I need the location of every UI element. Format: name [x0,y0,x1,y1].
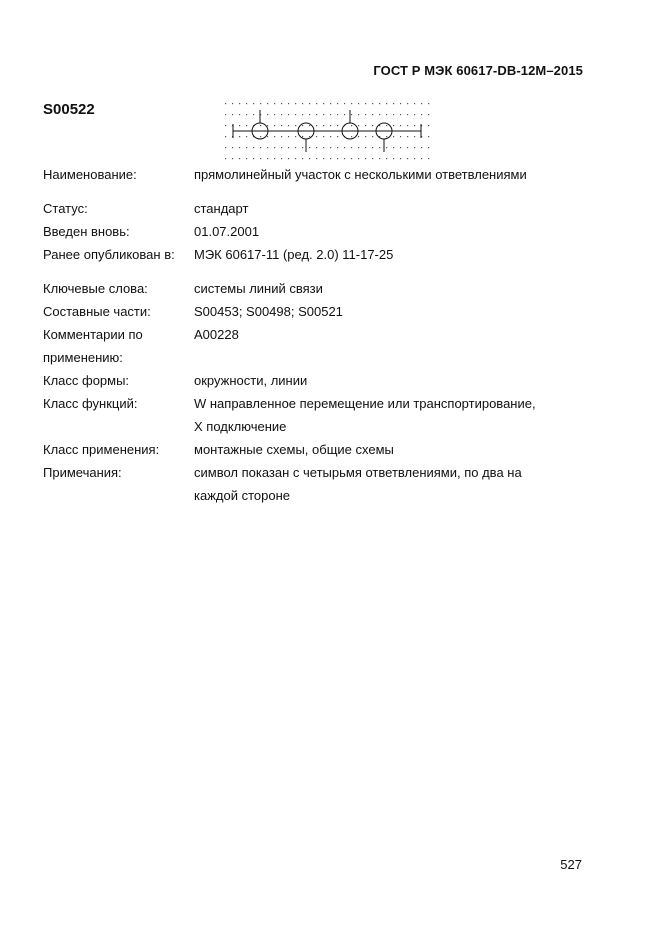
grid-dot [372,103,373,104]
grid-dot [288,114,289,115]
field-value: S00453; S00498; S00521 [194,304,343,319]
grid-dot [302,114,303,115]
grid-dot [365,136,366,137]
grid-dot [372,125,373,126]
grid-dot [407,125,408,126]
grid-dot [260,125,261,126]
grid-dot [225,103,226,104]
grid-dot [316,158,317,159]
grid-dot [246,158,247,159]
field-label: Примечания: [43,465,122,480]
grid-dot [316,147,317,148]
grid-dot [344,158,345,159]
field-label: Ключевые слова: [43,281,148,296]
grid-dot [365,147,366,148]
field-value: монтажные схемы, общие схемы [194,442,394,457]
grid-dot [225,125,226,126]
field-label: Наименование: [43,167,137,182]
grid-dot [358,125,359,126]
grid-dot [267,114,268,115]
grid-dot [365,158,366,159]
grid-dot [267,136,268,137]
grid-dot [379,147,380,148]
grid-dot [421,158,422,159]
grid-dot [379,103,380,104]
grid-dot [351,125,352,126]
grid-dot [351,114,352,115]
grid-dot [225,114,226,115]
field-function-class-row-cont [43,415,603,438]
grid-dot [372,114,373,115]
field-name-row [43,163,603,186]
grid-dot [295,158,296,159]
field-value: окружности, линии [194,373,308,388]
grid-dot [393,114,394,115]
field-label: Составные части: [43,304,151,319]
grid-dot [302,147,303,148]
grid-dot [344,147,345,148]
grid-dot [253,114,254,115]
grid-dot [295,125,296,126]
grid-dot [309,136,310,137]
field-label: Класс применения: [43,442,160,457]
field-application-comments-row-cont [43,346,603,369]
grid-dot [274,147,275,148]
field-label [43,415,194,438]
grid-dot [337,103,338,104]
grid-dot [274,136,275,137]
grid-dot [379,158,380,159]
grid-dot [302,136,303,137]
grid-dot [414,136,415,137]
grid-dot [428,136,429,137]
grid-dot [281,125,282,126]
field-introduced-row [43,220,603,243]
grid-dot [232,147,233,148]
grid-dot [232,103,233,104]
page-number: 527 [560,857,582,872]
grid-dot [393,125,394,126]
field-keywords-row [43,277,603,300]
grid-dot [267,103,268,104]
grid-dot [386,125,387,126]
grid-dot [288,147,289,148]
grid-dot [421,103,422,104]
grid-dot [428,103,429,104]
field-value: прямолинейный участок с несколькими ответвлениями [194,167,527,182]
grid-dot [239,103,240,104]
grid-dot [246,125,247,126]
grid-dot [267,125,268,126]
grid-dot [239,114,240,115]
field-notes-row-cont [43,484,603,507]
grid-dot [393,103,394,104]
grid-dot [400,125,401,126]
grid-dot [267,147,268,148]
grid-dot [232,114,233,115]
grid-dot [309,114,310,115]
field-function-class-row [43,392,603,415]
grid-dot [288,158,289,159]
grid-dot [274,158,275,159]
grid-dot [358,136,359,137]
field-application-class-row [43,438,603,461]
document-header: ГОСТ Р МЭК 60617-DB-12M–2015 [373,63,583,78]
grid-dot [260,147,261,148]
grid-dot [358,147,359,148]
grid-dot [414,103,415,104]
field-value: 01.07.2001 [194,224,260,239]
grid-dot [316,125,317,126]
grid-dot [295,103,296,104]
grid-dot [302,103,303,104]
field-label: Класс функций: [43,396,138,411]
symbol-id: S00522 [43,101,95,118]
grid-dot [274,114,275,115]
grid-dot [351,147,352,148]
field-value: стандарт [194,201,249,216]
field-value: каждой стороне [194,488,290,503]
grid-dot [330,103,331,104]
grid-dot [400,147,401,148]
grid-dot [323,114,324,115]
grid-dot [428,158,429,159]
grid-dot [407,103,408,104]
grid-dot [407,136,408,137]
grid-dot [386,114,387,115]
grid-dot [281,136,282,137]
grid-dot [372,147,373,148]
grid-dot [323,103,324,104]
grid-dot [274,103,275,104]
grid-dot [372,158,373,159]
grid-dot [330,158,331,159]
grid-dot [428,114,429,115]
grid-dot [309,158,310,159]
grid-dot [288,136,289,137]
grid-dot [428,125,429,126]
grid-dot [246,136,247,137]
grid-dot [281,114,282,115]
grid-dot [407,158,408,159]
grid-dot [330,125,331,126]
grid-dot [358,114,359,115]
grid-dot [225,147,226,148]
field-components-row [43,300,603,323]
symbol-attributes [43,163,603,507]
field-value: системы линий связи [194,281,323,296]
grid-dot [330,147,331,148]
field-previously-published-row [43,243,603,266]
grid-dot [407,147,408,148]
field-form-class-row [43,369,603,392]
field-label [43,484,194,507]
symbol-graphic [224,102,434,160]
field-label: Ранее опубликован в: [43,247,175,262]
grid-dot [386,147,387,148]
grid-dot [316,136,317,137]
grid-dot [239,136,240,137]
grid-dot [323,158,324,159]
grid-dot [323,136,324,137]
grid-dot [414,114,415,115]
grid-dot [239,158,240,159]
grid-dot [351,136,352,137]
grid-dot [400,114,401,115]
grid-dot [260,158,261,159]
grid-dot [302,125,303,126]
grid-dot [393,158,394,159]
grid-dot [281,103,282,104]
field-notes-row [43,461,603,484]
grid-dot [323,147,324,148]
grid-dot [316,103,317,104]
grid-dot [288,103,289,104]
grid-dot [407,114,408,115]
grid-dot [225,158,226,159]
field-value: МЭК 60617-11 (ред. 2.0) 11-17-25 [194,247,394,262]
grid-dot [232,158,233,159]
grid-dot [400,136,401,137]
grid-dot [337,125,338,126]
grid-dot [267,158,268,159]
grid-dot [260,103,261,104]
grid-dot [421,114,422,115]
grid-dot [344,114,345,115]
grid-dot [302,158,303,159]
field-status-row [43,197,603,220]
grid-dot [253,158,254,159]
grid-dot [421,147,422,148]
field-label: Введен вновь: [43,224,130,239]
grid-dot [239,147,240,148]
field-value: символ показан с четырьмя ответвлениями, по два на [194,465,522,480]
grid-dot [309,125,310,126]
field-label: Комментарии по [43,327,143,342]
grid-dot [358,158,359,159]
grid-dot [414,158,415,159]
field-value: X подключение [194,419,287,434]
grid-dot [337,114,338,115]
grid-dot [295,114,296,115]
grid-dot [246,147,247,148]
grid-dot [309,103,310,104]
grid-dot [337,158,338,159]
grid-dot [351,158,352,159]
grid-dot [316,114,317,115]
field-label: Статус: [43,201,88,216]
grid-dot [295,147,296,148]
grid-dot [288,125,289,126]
grid-dot [372,136,373,137]
grid-dot [386,158,387,159]
grid-dot [281,147,282,148]
grid-dot [274,125,275,126]
grid-dot [309,147,310,148]
grid-dot [253,147,254,148]
field-value: A00228 [194,327,239,342]
grid-dot [386,136,387,137]
grid-dot [379,114,380,115]
field-value [194,346,603,369]
grid-dot [281,158,282,159]
grid-dot [365,114,366,115]
grid-dot [365,125,366,126]
field-label: Класс формы: [43,373,130,388]
grid-dot [428,147,429,148]
grid-dot [295,136,296,137]
field-application-comments-row [43,323,603,346]
grid-dot [400,158,401,159]
grid-dot [351,103,352,104]
grid-dot [330,136,331,137]
grid-dot [337,136,338,137]
grid-dot [246,114,247,115]
grid-dot [225,136,226,137]
grid-dot [253,103,254,104]
grid-dot [246,103,247,104]
grid-dot [358,103,359,104]
grid-dot [260,136,261,137]
grid-dot [393,147,394,148]
grid-dot [239,125,240,126]
grid-dot [414,125,415,126]
grid-dot [414,147,415,148]
field-label: применению: [43,350,123,365]
grid-dot [393,136,394,137]
grid-dot [330,114,331,115]
grid-dot [337,147,338,148]
grid-dot [400,103,401,104]
field-value: W направленное перемещение или транспортирование, [194,396,536,411]
grid-dot [365,103,366,104]
grid-dot [386,103,387,104]
grid-dot [323,125,324,126]
symbol-lines [233,110,421,152]
grid-dot [344,103,345,104]
